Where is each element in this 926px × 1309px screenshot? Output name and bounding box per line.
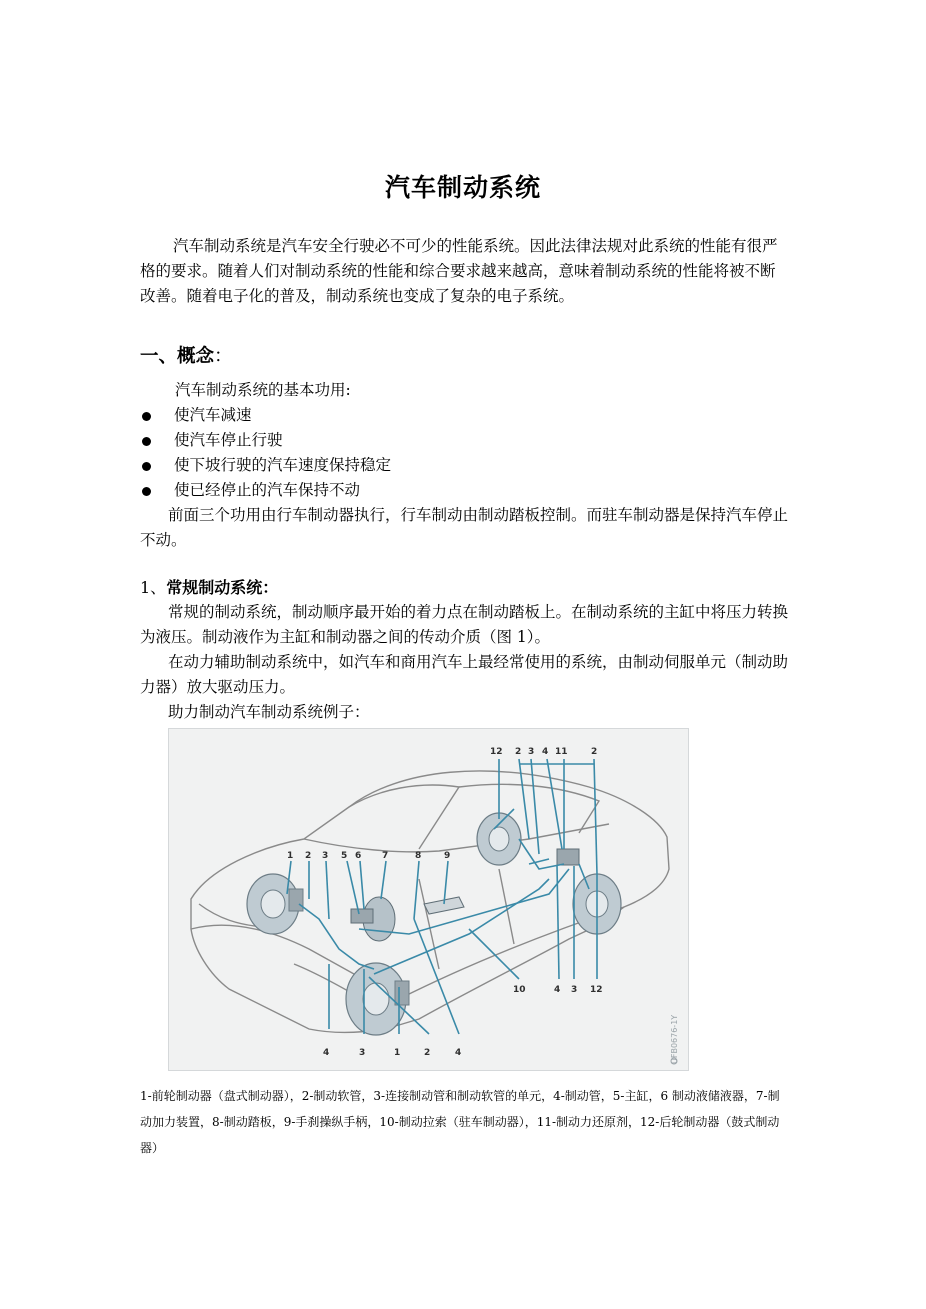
pressure-regulator xyxy=(557,849,579,865)
callout-label: 10 xyxy=(513,985,526,995)
callout-label: 12 xyxy=(490,747,503,757)
brake-lines xyxy=(287,759,597,1034)
section-heading-concept xyxy=(140,342,233,368)
page-title: 汽车制动系统 xyxy=(384,173,541,202)
brake-system-figure xyxy=(168,728,689,1071)
callout-label: 4 xyxy=(554,985,561,995)
callout-label: 2 xyxy=(591,747,598,757)
section-number: 1、 xyxy=(140,578,167,597)
callout-label: 5 xyxy=(341,851,348,861)
callout-label: 4 xyxy=(323,1048,330,1058)
callout-label: 6 xyxy=(355,851,362,861)
callout-label: 8 xyxy=(415,851,422,861)
callout-label: 11 xyxy=(555,747,568,757)
figure-caption: 1-前轮制动器（盘式制动器），2-制动软管，3-连接制动管和制动软管的单元，4-制动管，5-主缸，6 制动液储液器，7-制动加力装置，8-制动踏板，9-手刹操纵手柄，10-制动拉索（驻车制动器），11-制动力还原剂，12-后轮制动器（鼓式制动器） xyxy=(140,1089,780,1155)
callout-label: 12 xyxy=(590,985,603,995)
bullet-dot xyxy=(142,462,151,471)
callout-label: 1 xyxy=(394,1048,401,1058)
document-page: 汽车制动系统 汽车制动系统是汽车安全行驶必不可少的性能系统。因此法律法规对此系统的性能有很严格的要求。随着人们对制动系统的性能和综合要求越来越高，意味着制动系统的性能将被不断改善。随着电子化的普及，制动系统也变成了复杂的电子系统。 一、概念： 汽车制动系统的基本功用: 使汽车减速 使汽车停止行驶 使下坡行驶的汽车速度保持稳定 使已经停止的汽车保持不动 前面三个功用由行车制动器执行，行车制动由制动踏板控制。而驻车制动器是保持汽车停止不动。 1、常规制动系统： 常规的制动系统，制动顺序最开始的着力点在制动踏板上。在制动系统的主缸中将压力转换为液压。制动液作为主缸和制动器之间的传动介质（图 1）。 在动力辅助制动系统中，如汽车和商用汽车上最经常使用的系统，由制动伺服单元（制动助力器）放大驱动压力。 助力制动汽车制动系统例子： 1 2 3 5 6 7 8 9 12 2 3 4 11 2 4 3 1 2 4 10 4 3 12 UFB0676-1Y 1-前轮制动器（盘式制动器），2-制动软管，3-连接制动管和制动软管的单元，4-制动管，5-主缸，6 制动液储液器，7-制动加力装置，8-制动踏板，9-手刹操纵手柄，10-制动拉索（驻车制动器），11-制动力还原剂，12-后轮制动器（鼓式制动器） xyxy=(0,0,926,1309)
callout-label: 2 xyxy=(305,851,312,861)
callout-label: 2 xyxy=(515,747,522,757)
functions-summary: 前面三个功用由行车制动器执行，行车制动由制动踏板控制。而驻车制动器是保持汽车停止不动。 xyxy=(140,506,789,549)
callout-label: 3 xyxy=(571,985,578,995)
callout-label: 4 xyxy=(542,747,549,757)
callout-label: 3 xyxy=(528,747,535,757)
section-heading-text: 一、概念 xyxy=(140,346,215,367)
callout-label: 3 xyxy=(359,1048,366,1058)
callout-label: 9 xyxy=(444,851,451,861)
figure-watermark: UFB0676-1Y xyxy=(670,1014,679,1064)
callout-label: 3 xyxy=(322,851,329,861)
callout-label: 2 xyxy=(424,1048,431,1058)
section-heading-conventional xyxy=(140,575,278,598)
car-brake-diagram xyxy=(169,729,688,1070)
brake-booster xyxy=(351,897,395,941)
intro-paragraph: 汽车制动系统是汽车安全行驶必不可少的性能系统。因此法律法规对此系统的性能有很严格的要求。随着人们对制动系统的性能和综合要求越来越高，意味着制动系统的性能将被不断改善。随着电子化的普及，制动系统也变成了复杂的电子系统。 xyxy=(140,237,778,305)
conventional-paragraph-1: 常规的制动系统，制动顺序最开始的着力点在制动踏板上。在制动系统的主缸中将压力转换为液压。制动液作为主缸和制动器之间的传动介质（图 1）。 xyxy=(140,603,789,646)
section-heading-text: 常规制动系统： xyxy=(166,578,279,597)
callout-label: 1 xyxy=(287,851,294,861)
bullet-dot xyxy=(142,437,151,446)
callout-label: 7 xyxy=(382,851,389,861)
callout-label: 4 xyxy=(455,1048,462,1058)
bullet-dot xyxy=(142,487,151,496)
conventional-paragraph-2: 在动力辅助制动系统中，如汽车和商用汽车上最经常使用的系统，由制动伺服单元（制动助力器）放大驱动压力。 xyxy=(140,653,789,696)
functions-lead: 汽车制动系统的基本功用: xyxy=(175,381,351,399)
bullet-dot xyxy=(142,412,151,421)
section-heading-colon: ： xyxy=(214,346,233,367)
rear-left-drum-brake xyxy=(477,813,521,865)
front-left-disc-brake xyxy=(247,874,303,934)
figure-intro: 助力制动汽车制动系统例子： xyxy=(168,703,370,721)
